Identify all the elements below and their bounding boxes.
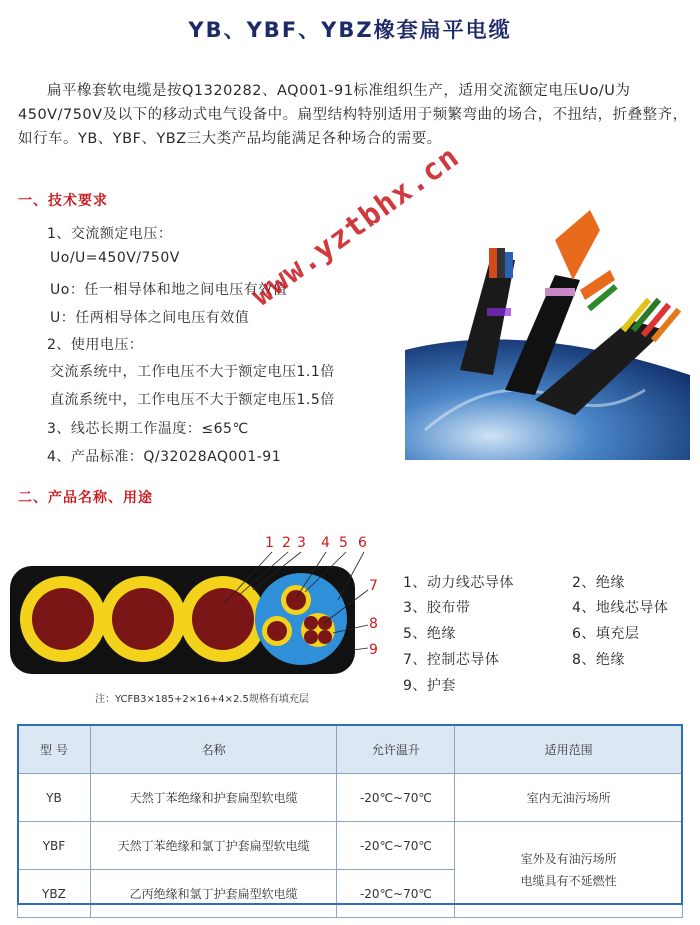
legend-item: 2、绝缘 bbox=[572, 575, 625, 591]
diagram-label-7: 7 bbox=[369, 578, 378, 594]
header-scope: 适用范围 bbox=[455, 725, 683, 774]
header-model: 型 号 bbox=[18, 725, 91, 774]
requirement-line: 4、产品标准：Q/32028AQ001-91 bbox=[47, 449, 282, 465]
cell-temp: -20℃~70℃ bbox=[337, 870, 455, 918]
intro-paragraph: 扁平橡套软电缆是按Q1320282、AQ001-91标准组织生产，适用交流额定电压Uo/U为450V/750V及以下的移动式电气设备中。扁型结构特别适用于频繁弯曲的场合，不扭结，折叠整齐，如行车。YB、YBF、YBZ三大类产品均能满足各种场合的需要。 bbox=[18, 83, 688, 147]
cable-cross-section-diagram bbox=[8, 530, 393, 680]
requirement-line: 直流系统中，工作电压不大于额定电压1.5倍 bbox=[50, 392, 335, 408]
legend-item: 8、绝缘 bbox=[572, 652, 625, 668]
power-core bbox=[20, 576, 106, 662]
cell-name: 乙丙绝缘和氯丁护套扁型软电缆 bbox=[90, 870, 337, 918]
table-header-row bbox=[18, 725, 683, 774]
section-technical-requirements: 一、技术要求 bbox=[18, 193, 108, 209]
power-core bbox=[100, 576, 186, 662]
legend-item: 1、动力线芯导体 bbox=[403, 575, 514, 591]
cell-model: YBF bbox=[18, 822, 91, 870]
filled-core-group bbox=[255, 573, 347, 665]
product-table bbox=[17, 724, 683, 918]
legend-item: 6、填充层 bbox=[572, 626, 640, 642]
power-core bbox=[180, 576, 266, 662]
table-row bbox=[18, 774, 683, 822]
requirement-line: U：任两相导体之间电压有效值 bbox=[50, 310, 250, 326]
cell-name: 天然丁苯绝缘和护套扁型软电缆 bbox=[90, 774, 337, 822]
cable-photo bbox=[405, 200, 690, 460]
legend-item: 9、护套 bbox=[403, 678, 456, 694]
diagram-label-1: 1 bbox=[265, 535, 274, 551]
diagram-label-9: 9 bbox=[369, 642, 378, 658]
diagram-label-6: 6 bbox=[358, 535, 367, 551]
requirement-line: 交流系统中，工作电压不大于额定电压1.1倍 bbox=[50, 364, 335, 380]
diagram-label-4: 4 bbox=[321, 535, 330, 551]
scope-line: 室外及有油污场所 bbox=[520, 851, 617, 866]
table-row bbox=[18, 822, 683, 870]
section-product-names: 二、产品名称、用途 bbox=[18, 490, 153, 506]
watermark: www.yztbhx.cn bbox=[245, 139, 467, 314]
cell-temp: -20℃~70℃ bbox=[337, 774, 455, 822]
header-temp: 允许温升 bbox=[337, 725, 455, 774]
cell-scope-merged bbox=[455, 822, 683, 918]
cell-model: YB bbox=[18, 774, 91, 822]
diagram-label-5: 5 bbox=[339, 535, 348, 551]
legend-item: 7、控制芯导体 bbox=[403, 652, 500, 668]
requirement-line: 2、使用电压： bbox=[47, 337, 144, 353]
cell-name: 天然丁苯绝缘和氯丁护套扁型软电缆 bbox=[90, 822, 337, 870]
legend-item: 3、胶布带 bbox=[403, 600, 471, 616]
cell-scope: 室内无油污场所 bbox=[455, 774, 683, 822]
page-title: YB、YBF、YBZ橡套扁平电缆 bbox=[188, 18, 512, 42]
requirement-line: Uo：任一相导体和地之间电压有效值 bbox=[50, 282, 288, 298]
scope-line: 电缆具有不延燃性 bbox=[520, 873, 617, 888]
header-name: 名称 bbox=[90, 725, 337, 774]
cell-temp: -20℃~70℃ bbox=[337, 822, 455, 870]
requirement-line: Uo/U=450V/750V bbox=[50, 250, 180, 266]
diagram-label-2: 2 bbox=[282, 535, 291, 551]
cell-model: YBZ bbox=[18, 870, 91, 918]
legend-item: 4、地线芯导体 bbox=[572, 600, 669, 616]
requirement-line: 3、线芯长期工作温度：≤65℃ bbox=[47, 421, 249, 437]
diagram-label-3: 3 bbox=[297, 535, 306, 551]
diagram-note: 注：YCFB3×185+2×16+4×2.5规格有填充层 bbox=[95, 694, 309, 705]
diagram-label-8: 8 bbox=[369, 616, 378, 632]
legend-item: 5、绝缘 bbox=[403, 626, 456, 642]
requirement-line: 1、交流额定电压： bbox=[47, 226, 173, 242]
